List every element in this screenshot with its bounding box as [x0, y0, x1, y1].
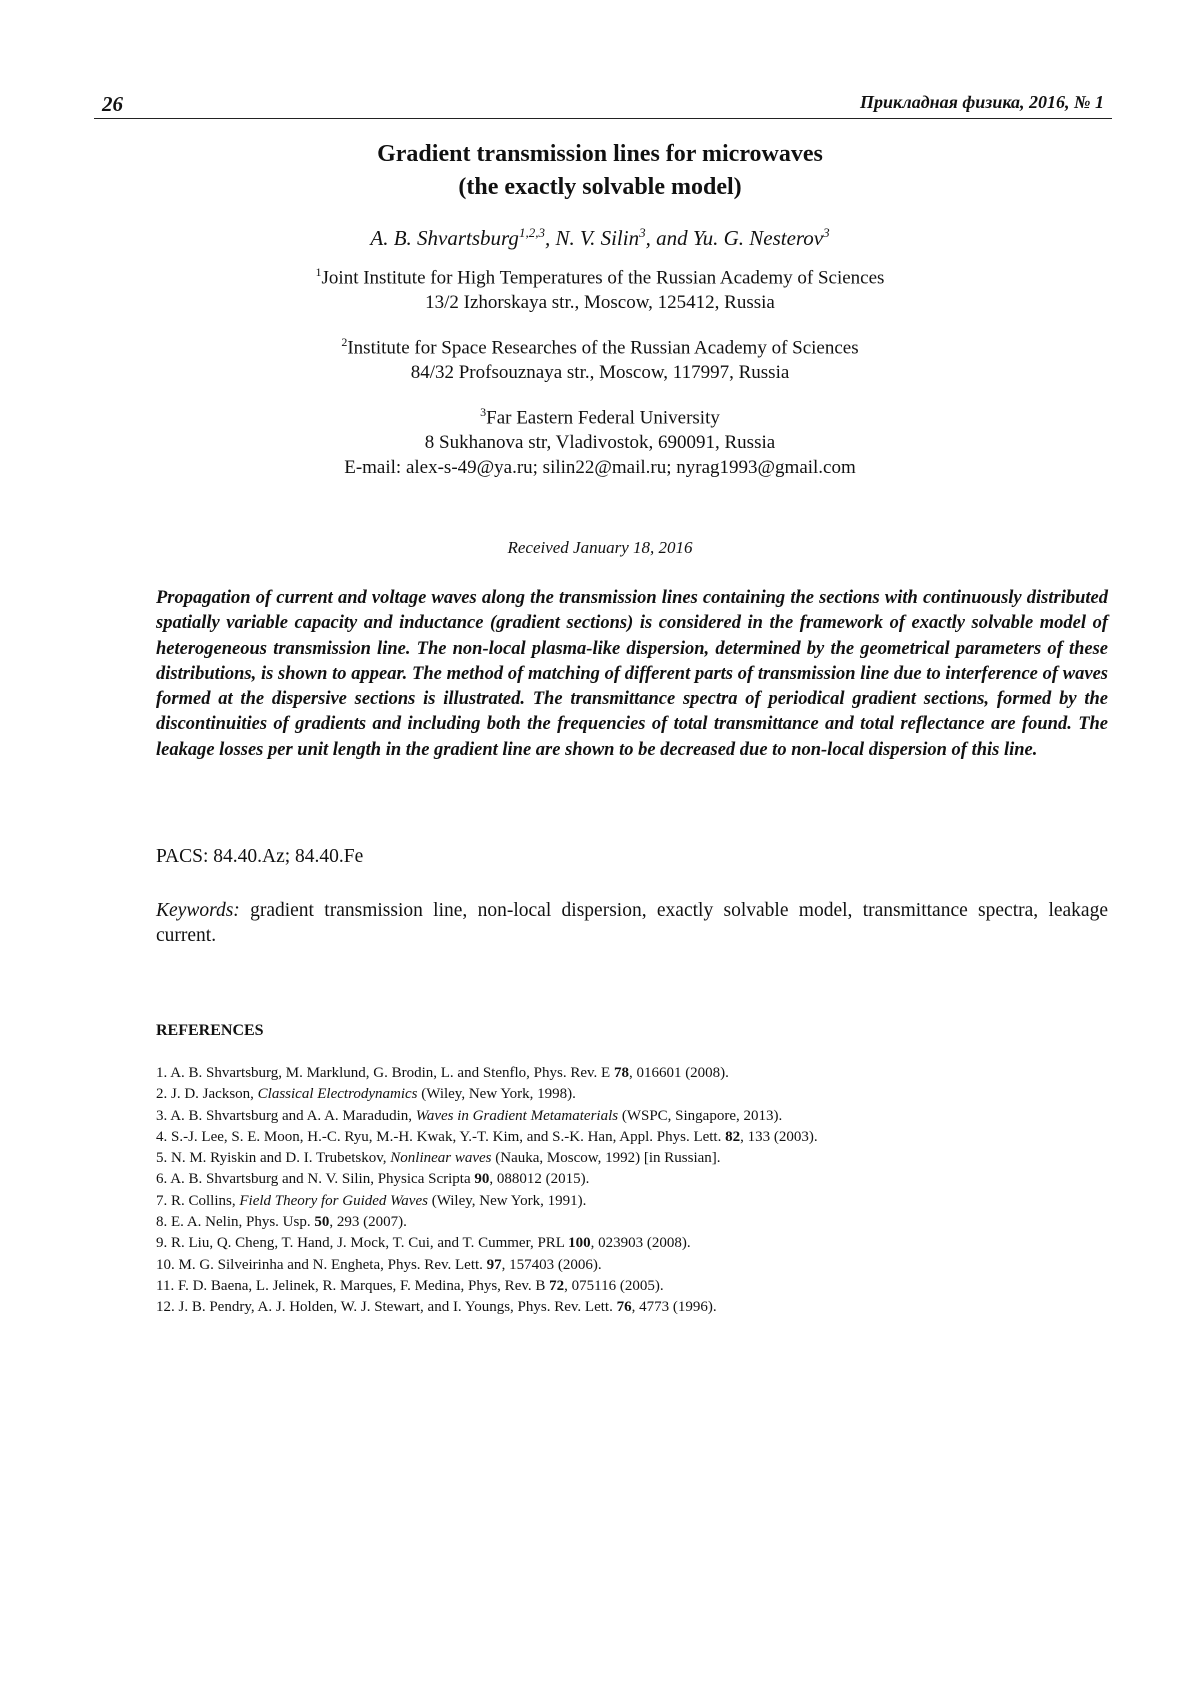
journal-reference: Прикладная физика, 2016, № 1: [859, 92, 1104, 112]
author-separator: ,: [544, 226, 556, 250]
affiliation-institution: Joint Institute for High Temperatures of the Russian Academy of Sciences: [321, 267, 885, 289]
affiliation-3: [0, 400, 1200, 480]
reference-item: 7. R. Collins, Field Theory for Guided Waves (Wiley, New York, 1991).: [156, 1192, 587, 1209]
affiliation-institution: Institute for Space Researches of the Russian Academy of Sciences: [347, 337, 859, 359]
author-affiliation-mark: 1,2,3: [518, 225, 545, 240]
page-number: 26: [102, 92, 123, 116]
reference-item: 1. A. B. Shvartsburg, M. Marklund, G. Brodin, L. and Stenflo, Phys. Rev. E 78, 016601 (2008).: [156, 1065, 729, 1081]
author-list: [0, 225, 1200, 251]
pacs-codes: PACS: 84.40.Az; 84.40.Fe: [156, 846, 364, 867]
affiliation-institution: Far Eastern Federal University: [486, 407, 720, 429]
affiliation-1: [0, 260, 1200, 315]
reference-item: 3. A. B. Shvartsburg and A. A. Maradudin, Waves in Gradient Metamaterials (WSPC, Singapore, 2013).: [156, 1107, 783, 1124]
affiliation-number: 2: [341, 335, 348, 349]
reference-list: [156, 1063, 1116, 1319]
reference-item: 8. E. A. Nelin, Phys. Usp. 50, 293 (2007).: [156, 1214, 407, 1231]
reference-item: 4. S.-J. Lee, S. E. Moon, H.-C. Ryu, M.-H. Kwak, Y.-T. Kim, and S.-K. Han, Appl. Phys. Lett. 82, 133 (2003).: [156, 1128, 818, 1145]
author-affiliation-mark: 3: [639, 225, 646, 240]
affiliation-2: [0, 330, 1200, 385]
affiliation-address: 8 Sukhanova str, Vladivostok, 690091, Russia: [424, 432, 776, 454]
paper-title: [0, 138, 1200, 204]
author-name: N. V. Silin: [555, 226, 640, 250]
title-line-2: (the exactly solvable model): [458, 174, 742, 200]
references-heading: REFERENCES: [156, 1022, 264, 1039]
author-separator: , and: [645, 226, 693, 250]
keywords: [156, 898, 1108, 948]
reference-item: 2. J. D. Jackson, Classical Electrodynamics (Wiley, New York, 1998).: [156, 1086, 576, 1103]
abstract: Propagation of current and voltage waves along the transmission lines containing the sections with continuously distributed spatially variable capacity and inductance (gradient sections) is considered in the framework of exactly solvable model of heterogeneous transmission line. The non-local plasma-like dispersion, determined by the geometrical parameters of these distributions, is shown to appear. The method of matching of different parts of transmission line due to interference of waves formed at the dispersive sections is illustrated. The transmittance spectra of periodical gradient sections, formed by the discontinuities of gradients and including both the frequencies of total transmittance and total reflectance are found. The leakage losses per unit length in the gradient line are shown to be decreased due to non-local dispersion of this line.: [156, 588, 1108, 760]
reference-item: 5. N. M. Ryiskin and D. I. Trubetskov, Nonlinear waves (Nauka, Moscow, 1992) [in Russian].: [156, 1150, 721, 1167]
keywords-text: gradient transmission line, non-local dispersion, exactly solvable model, transmittance spectra, leakage current.: [156, 900, 1108, 946]
reference-item: 11. F. D. Baena, L. Jelinek, R. Marques, F. Medina, Phys, Rev. B 72, 075116 (2005).: [156, 1277, 664, 1294]
affiliation-address: 13/2 Izhorskaya str., Moscow, 125412, Russia: [425, 292, 775, 314]
title-line-1: Gradient transmission lines for microwaves: [377, 141, 823, 167]
running-header: [94, 88, 1112, 119]
contact-emails: E-mail: alex-s-49@ya.ru; silin22@mail.ru; nyrag1993@gmail.com: [344, 457, 856, 479]
affiliation-number: 3: [480, 405, 487, 419]
reference-item: 6. A. B. Shvartsburg and N. V. Silin, Physica Scripta 90, 088012 (2015).: [156, 1171, 590, 1188]
reference-item: 10. M. G. Silveirinha and N. Engheta, Phys. Rev. Lett. 97, 157403 (2006).: [156, 1256, 602, 1273]
reference-item: 9. R. Liu, Q. Cheng, T. Hand, J. Mock, T. Cui, and T. Cummer, PRL 100, 023903 (2008).: [156, 1235, 691, 1252]
reference-item: 12. J. B. Pendry, A. J. Holden, W. J. Stewart, and I. Youngs, Phys. Rev. Lett. 76, 4773 (1996).: [156, 1299, 717, 1316]
affiliation-number: 1: [315, 265, 322, 279]
author-name: Yu. G. Nesterov: [692, 226, 824, 250]
affiliation-address: 84/32 Profsouznaya str., Moscow, 117997, Russia: [410, 362, 790, 384]
keywords-label: Keywords:: [156, 900, 240, 921]
author-affiliation-mark: 3: [823, 225, 830, 240]
received-date: Received January 18, 2016: [507, 538, 693, 557]
author-name: A. B. Shvartsburg: [370, 226, 519, 250]
